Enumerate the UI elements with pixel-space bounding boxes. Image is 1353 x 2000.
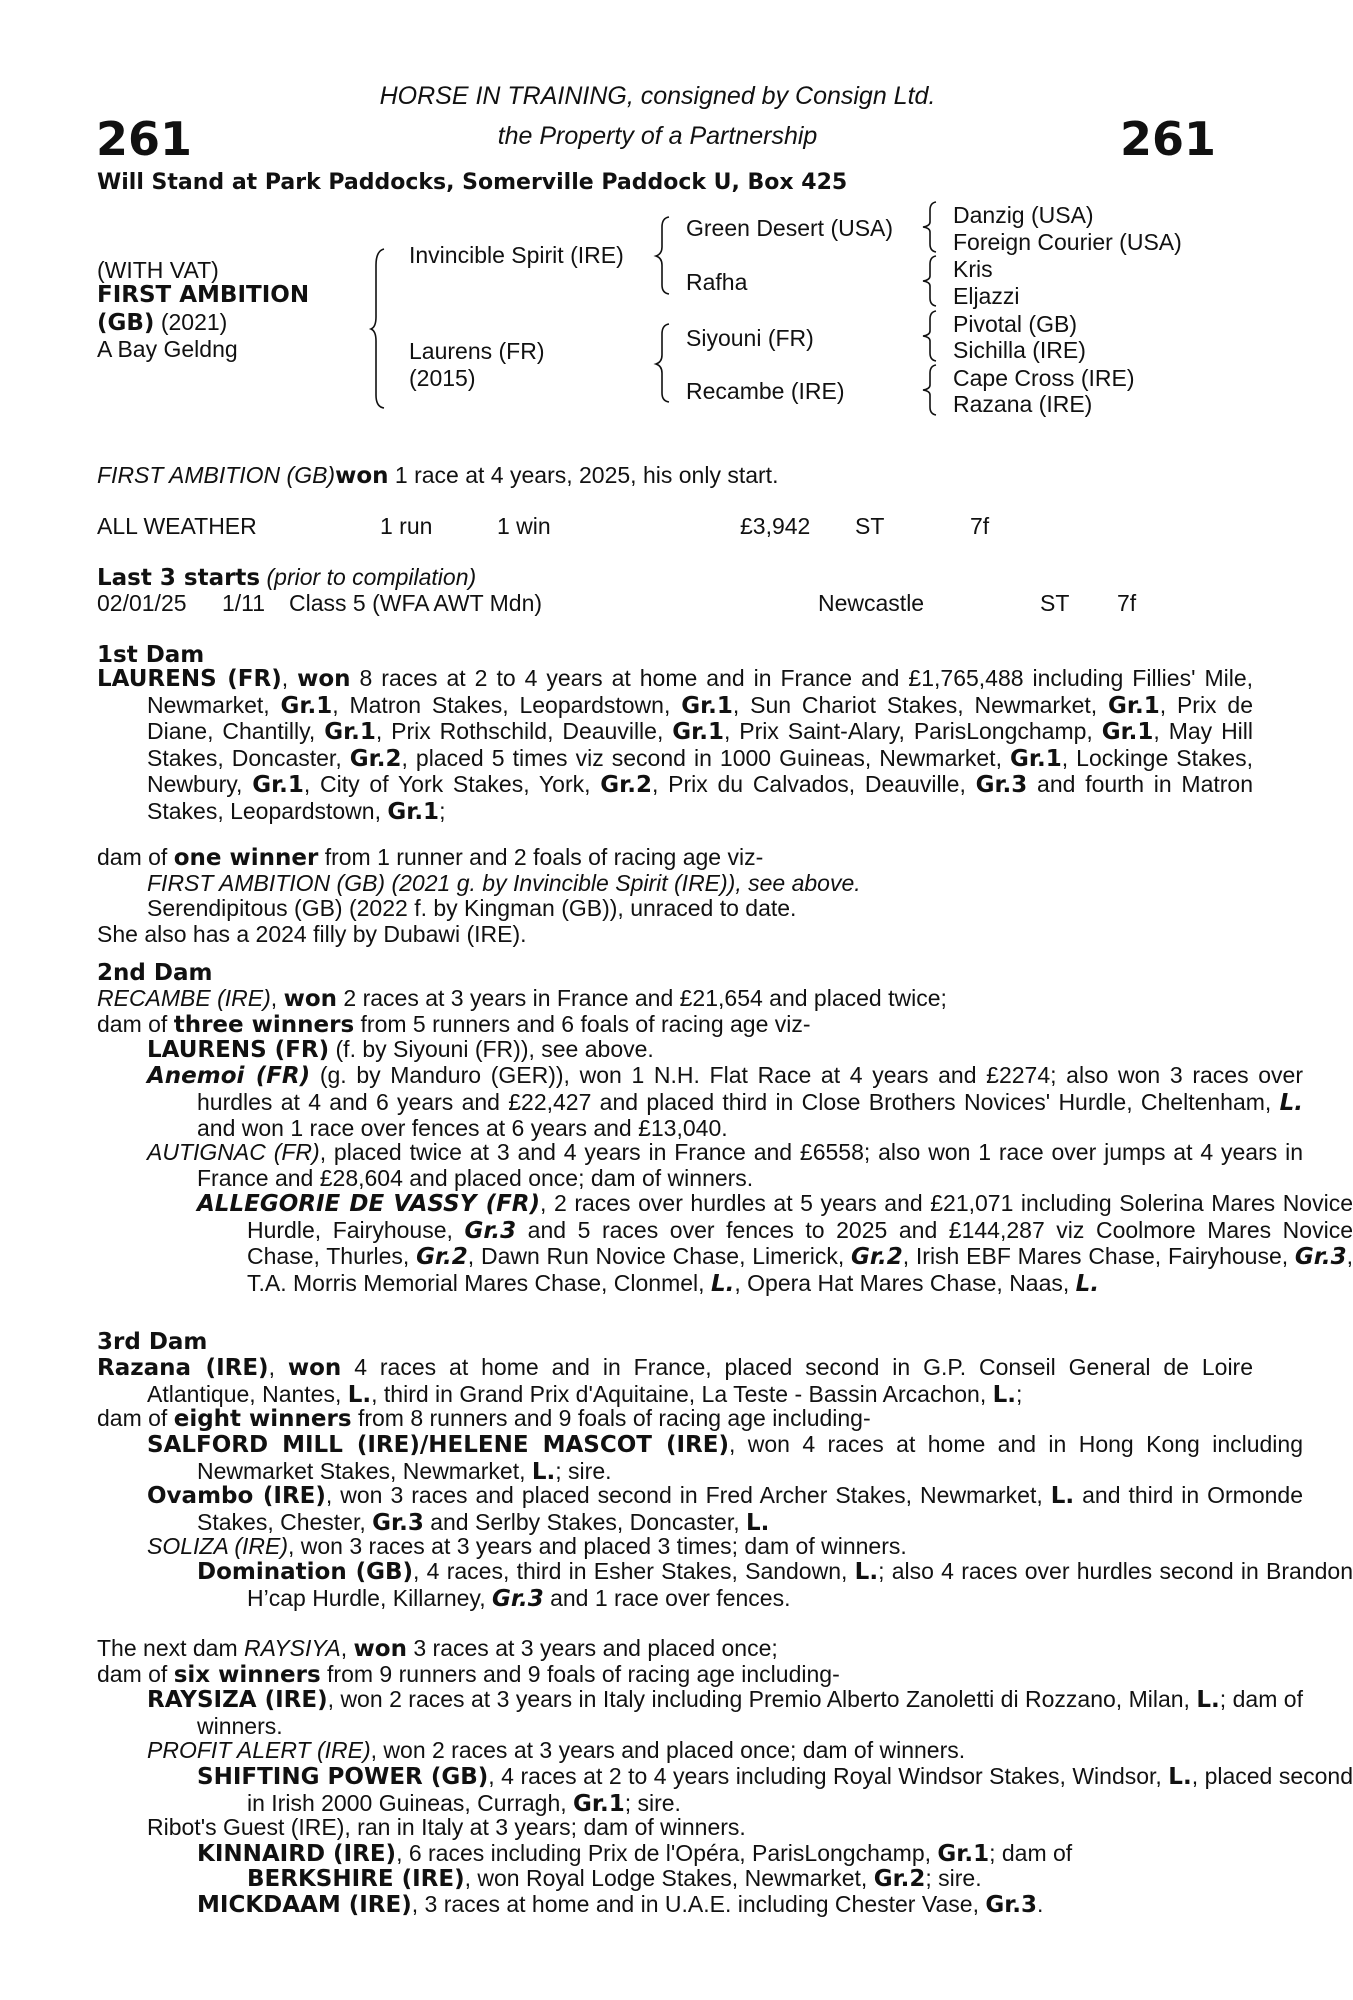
summary-horse-name: FIRST AMBITION (GB) bbox=[97, 462, 336, 488]
pedigree-ssd: Foreign Courier (USA) bbox=[953, 229, 1182, 255]
start-distance: 7f bbox=[1117, 590, 1137, 616]
last-start-row bbox=[0, 590, 1315, 618]
pedigree-sds: Kris bbox=[953, 256, 993, 282]
race-summary bbox=[97, 462, 778, 489]
third-dam-grandproduce: Domination (GB), 4 races, third in Esher Stakes, Sandown, L.; also 4 races over hurdles second in Brandon H’cap Hurdle, Killarney, Gr.3 and 1 race over fences. bbox=[197, 1558, 1353, 1612]
pedigree-dsd: Sichilla (IRE) bbox=[953, 337, 1086, 363]
start-position: 1/11 bbox=[222, 590, 266, 616]
start-race: Class 5 (WFA AWT Mdn) bbox=[289, 590, 543, 616]
second-dam-heading: 2nd Dam bbox=[97, 960, 213, 986]
second-dam-produce-1: LAURENS (FR) (f. by Siyouni (FR)), see above. bbox=[147, 1036, 654, 1063]
pedigree-bracket-main bbox=[370, 245, 390, 410]
third-dam-produce-2: Ovambo (IRE), won 3 races and placed second in Fred Archer Stakes, Newmarket, L. and third in Ormonde Stakes, Chester, Gr.3 and Serlby Stakes, Doncaster, L. bbox=[147, 1482, 1303, 1536]
pedigree-ddd: Razana (IRE) bbox=[953, 391, 1093, 417]
horse-year: (2021) bbox=[154, 309, 228, 335]
horse-country: (GB) bbox=[97, 310, 155, 336]
first-dam-also: She also has a 2024 filly by Dubawi (IRE). bbox=[97, 921, 527, 947]
pedigree-bracket-dd bbox=[922, 363, 942, 417]
pedigree-dam-year: (2015) bbox=[409, 365, 476, 391]
last-starts-title: Last 3 starts bbox=[97, 565, 261, 591]
pedigree-sss: Danzig (USA) bbox=[953, 202, 1094, 228]
start-track: ST bbox=[1040, 590, 1070, 616]
start-course: Newcastle bbox=[818, 590, 925, 616]
record-runs: 1 run bbox=[380, 513, 433, 539]
pedigree-dam-dam: Recambe (IRE) bbox=[686, 378, 845, 404]
next-dam-record: The next dam RAYSIYA, won 3 races at 3 years and placed once; bbox=[97, 1635, 778, 1662]
second-dam-record: RECAMBE (IRE), won 2 races at 3 years in France and £21,654 and placed twice; bbox=[97, 985, 947, 1012]
pedigree-dam: Laurens (FR) bbox=[409, 338, 545, 364]
lot-number-left: 261 bbox=[96, 112, 193, 166]
next-dam-great-grandproduce: BERKSHIRE (IRE), won Royal Lodge Stakes, Newmarket, Gr.2; sire. bbox=[247, 1865, 982, 1892]
pedigree-bracket-ss bbox=[922, 200, 942, 254]
start-date: 02/01/25 bbox=[97, 590, 187, 616]
last-starts-note: (prior to compilation) bbox=[260, 564, 477, 590]
third-dam-produce-summary: dam of eight winners from 8 runners and 9 foals of racing age including- bbox=[97, 1405, 871, 1432]
pedigree-bracket-ds bbox=[922, 309, 942, 363]
stand-location: Will Stand at Park Paddocks, Somerville Paddock U, Box 425 bbox=[97, 170, 848, 195]
vat-note: (WITH VAT) bbox=[97, 257, 219, 283]
consignment-line: HORSE IN TRAINING, consigned by Consign Ltd. bbox=[379, 82, 936, 110]
second-dam-produce-summary: dam of three winners from 5 runners and 6 foals of racing age viz- bbox=[97, 1011, 811, 1038]
horse-origin bbox=[97, 309, 227, 336]
first-dam-produce-summary: dam of one winner from 1 runner and 2 foals of racing age viz- bbox=[97, 844, 764, 871]
pedigree-sdd: Eljazzi bbox=[953, 283, 1020, 309]
summary-rest: 1 race at 4 years, 2025, his only start. bbox=[388, 462, 779, 488]
second-dam-produce-2: Anemoi (FR) (g. by Manduro (GER)), won 1 N.H. Flat Race at 4 years and £2274; also won 3 races over hurdles at 4 and 6 years and £22,427 and placed third in Close Brothers Novices' Hurdle, Cheltenham, L. and won 1 race over fences at 6 years and £13,040. bbox=[147, 1062, 1303, 1142]
next-dam-produce-2: PROFIT ALERT (IRE), won 2 races at 3 years and placed once; dam of winners. bbox=[147, 1737, 966, 1763]
next-dam-produce-3: Ribot's Guest (IRE), ran in Italy at 3 years; dam of winners. bbox=[147, 1814, 746, 1840]
last-starts-heading bbox=[97, 564, 476, 591]
property-line: the Property of a Partnership bbox=[497, 122, 818, 150]
record-prize: £3,942 bbox=[740, 513, 811, 539]
next-dam-grandproduce-2: KINNAIRD (IRE), 6 races including Prix de l'Opéra, ParisLongchamp, Gr.1; dam of bbox=[197, 1840, 1073, 1867]
record-wins: 1 win bbox=[497, 513, 551, 539]
third-dam-heading: 3rd Dam bbox=[97, 1329, 208, 1355]
next-dam-produce-summary: dam of six winners from 9 runners and 9 foals of racing age including- bbox=[97, 1661, 840, 1688]
first-dam-heading: 1st Dam bbox=[97, 642, 205, 668]
next-dam-grandproduce-1: SHIFTING POWER (GB), 4 races at 2 to 4 years including Royal Windsor Stakes, Windsor, L., placed second in Irish 2000 Guineas, Curragh, Gr.1; sire. bbox=[197, 1763, 1353, 1817]
second-dam-grandproduce: ALLEGORIE DE VASSY (FR), 2 races over hurdles at 5 years and £21,071 including Solerina Mares Novice Hurdle, Fairyhouse, Gr.3 and 5 races over fences to 2025 and £144,287 viz Coolmore Mares Novice Chase, Thurles, Gr.2, Dawn Run Novice Chase, Limerick, Gr.2, Irish EBF Mares Chase, Fairyhouse, Gr.3, T.A. Morris Memorial Mares Chase, Clonmel, L., Opera Hat Mares Chase, Naas, L. bbox=[197, 1190, 1353, 1297]
record-surface: ALL WEATHER bbox=[97, 513, 257, 539]
pedigree-dam-sire: Siyouni (FR) bbox=[686, 325, 814, 351]
first-dam-produce-2: Serendipitous (GB) (2022 f. by Kingman (GB)), unraced to date. bbox=[147, 895, 797, 921]
pedigree-dss: Pivotal (GB) bbox=[953, 311, 1077, 337]
pedigree-sire: Invincible Spirit (IRE) bbox=[409, 242, 624, 268]
next-dam-produce-1: RAYSIZA (IRE), won 2 races at 3 years in Italy including Premio Alberto Zanoletti di Rozzano, Milan, L.; dam of winners. bbox=[147, 1686, 1303, 1739]
third-dam-record: Razana (IRE), won 4 races at home and in France, placed second in G.P. Conseil General de Loire Atlantique, Nantes, L., third in Grand Prix d'Aquitaine, La Teste - Bassin Arcachon, L.; bbox=[97, 1354, 1253, 1408]
summary-won: won bbox=[335, 463, 389, 489]
record-track: ST bbox=[855, 513, 885, 539]
horse-description: A Bay Geldng bbox=[97, 336, 238, 362]
pedigree-sire-sire: Green Desert (USA) bbox=[686, 215, 894, 241]
third-dam-produce-1: SALFORD MILL (IRE)/HELENE MASCOT (IRE), won 4 races at home and in Hong Kong including Newmarket Stakes, Newmarket, L.; sire. bbox=[147, 1431, 1303, 1485]
record-row bbox=[0, 513, 1315, 541]
second-dam-produce-3: AUTIGNAC (FR), placed twice at 3 and 4 years in France and £6558; also won 1 race over jumps at 4 years in France and £28,604 and placed once; dam of winners. bbox=[147, 1139, 1303, 1191]
next-dam-grandproduce-3: MICKDAAM (IRE), 3 races at home and in U.A.E. including Chester Vase, Gr.3. bbox=[197, 1891, 1044, 1918]
record-distance: 7f bbox=[970, 513, 990, 539]
pedigree-dds: Cape Cross (IRE) bbox=[953, 365, 1135, 391]
first-dam-record: LAURENS (FR), won 8 races at 2 to 4 years at home and in France and £1,765,488 including Fillies' Mile, Newmarket, Gr.1, Matron Stakes, Leopardstown, Gr.1, Sun Chariot Stakes, Newmarket, Gr.1, Prix de Diane, Chantilly, Gr.1, Prix Rothschild, Deauville, Gr.1, Prix Saint-Alary, ParisLongchamp, Gr.1, May Hill Stakes, Doncaster, Gr.2, placed 5 times viz second in 1000 Guineas, Newmarket, Gr.1, Lockinge Stakes, Newbury, Gr.1, City of York Stakes, York, Gr.2, Prix du Calvados, Deauville, Gr.3 and fourth in Matron Stakes, Leopardstown, Gr.1; bbox=[97, 665, 1254, 825]
pedigree-bracket-dam bbox=[655, 322, 675, 404]
third-dam-produce-3: SOLIZA (IRE), won 3 races at 3 years and placed 3 times; dam of winners. bbox=[147, 1533, 907, 1559]
horse-name: FIRST AMBITION bbox=[97, 282, 310, 308]
pedigree-bracket-sd bbox=[922, 254, 942, 308]
pedigree-sire-dam: Rafha bbox=[686, 269, 748, 295]
first-dam-produce-1: FIRST AMBITION (GB) (2021 g. by Invincible Spirit (IRE)), see above. bbox=[147, 870, 861, 896]
lot-number-right: 261 bbox=[1120, 112, 1217, 166]
pedigree-bracket-sire bbox=[655, 215, 675, 295]
